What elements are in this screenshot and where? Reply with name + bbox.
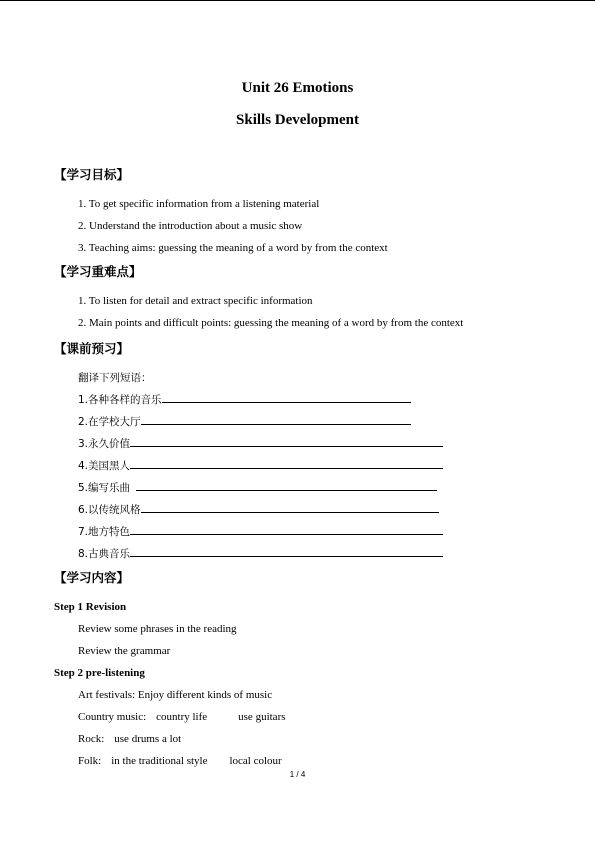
- preview-item-label: 4.美国黑人: [78, 460, 131, 472]
- preview-item-label: 8.古典音乐: [78, 548, 131, 560]
- page-number: 1 / 4: [289, 770, 306, 779]
- answer-blank[interactable]: [141, 502, 439, 513]
- step1-item: Review some phrases in the reading: [78, 623, 237, 635]
- music-row: [78, 711, 286, 723]
- key-points-heading: 【学习重难点】: [54, 264, 142, 279]
- preview-heading: 【课前预习】: [54, 341, 130, 356]
- preview-item: [78, 502, 439, 517]
- preview-item: [78, 546, 443, 561]
- music-feature: use drums a lot: [114, 733, 182, 745]
- music-feature: country life: [156, 711, 208, 723]
- music-label: Folk:: [78, 755, 102, 767]
- answer-blank[interactable]: [130, 436, 443, 447]
- key-point-item: 1. To listen for detail and extract specific information: [78, 295, 313, 307]
- answer-blank[interactable]: [130, 546, 443, 557]
- objective-item: 2. Understand the introduction about a music show: [78, 220, 303, 232]
- page-subtitle: Skills Development: [236, 112, 359, 128]
- music-row: [78, 733, 181, 745]
- answer-blank[interactable]: [136, 480, 437, 491]
- preview-item: [78, 480, 437, 495]
- objective-item: 3. Teaching aims: guessing the meaning of a word by from the context: [78, 242, 388, 254]
- step1-item: Review the grammar: [78, 645, 171, 657]
- preview-item: [78, 414, 411, 429]
- music-row: [78, 755, 282, 767]
- preview-item: [78, 392, 411, 407]
- answer-blank[interactable]: [130, 458, 443, 469]
- preview-item: [78, 458, 443, 473]
- music-feature: local colour: [229, 755, 282, 767]
- key-point-item: 2. Main points and difficult points: guessing the meaning of a word by from the context: [78, 317, 464, 329]
- music-feature: in the traditional style: [111, 755, 208, 767]
- preview-item-label: 7.地方特色: [78, 526, 131, 538]
- step1-title: Step 1 Revision: [54, 601, 127, 613]
- preview-item: [78, 524, 443, 539]
- music-label: Rock:: [78, 733, 105, 745]
- preview-item-label: 5.编写乐曲: [78, 482, 131, 494]
- content-heading: 【学习内容】: [54, 570, 130, 585]
- top-border-line: [0, 0, 595, 1]
- preview-item-label: 3.永久价值: [78, 438, 131, 450]
- step2-intro: Art festivals: Enjoy different kinds of music: [78, 689, 273, 701]
- answer-blank[interactable]: [162, 392, 411, 403]
- preview-item-label: 6.以传统风格: [78, 504, 141, 516]
- music-label: Country music:: [78, 711, 147, 723]
- preview-instruction: 翻译下列短语：: [78, 372, 152, 384]
- preview-item-label: 2.在学校大厅: [78, 416, 141, 428]
- page-title: Unit 26 Emotions: [241, 80, 354, 96]
- preview-item-label: 1.各种各样的音乐: [78, 394, 162, 406]
- music-feature: use guitars: [238, 711, 286, 723]
- objective-item: 1. To get specific information from a listening material: [78, 198, 320, 210]
- objectives-heading: 【学习目标】: [54, 167, 130, 182]
- step2-title: Step 2 pre-listening: [54, 667, 145, 679]
- answer-blank[interactable]: [130, 524, 443, 535]
- answer-blank[interactable]: [141, 414, 411, 425]
- preview-item: [78, 436, 443, 451]
